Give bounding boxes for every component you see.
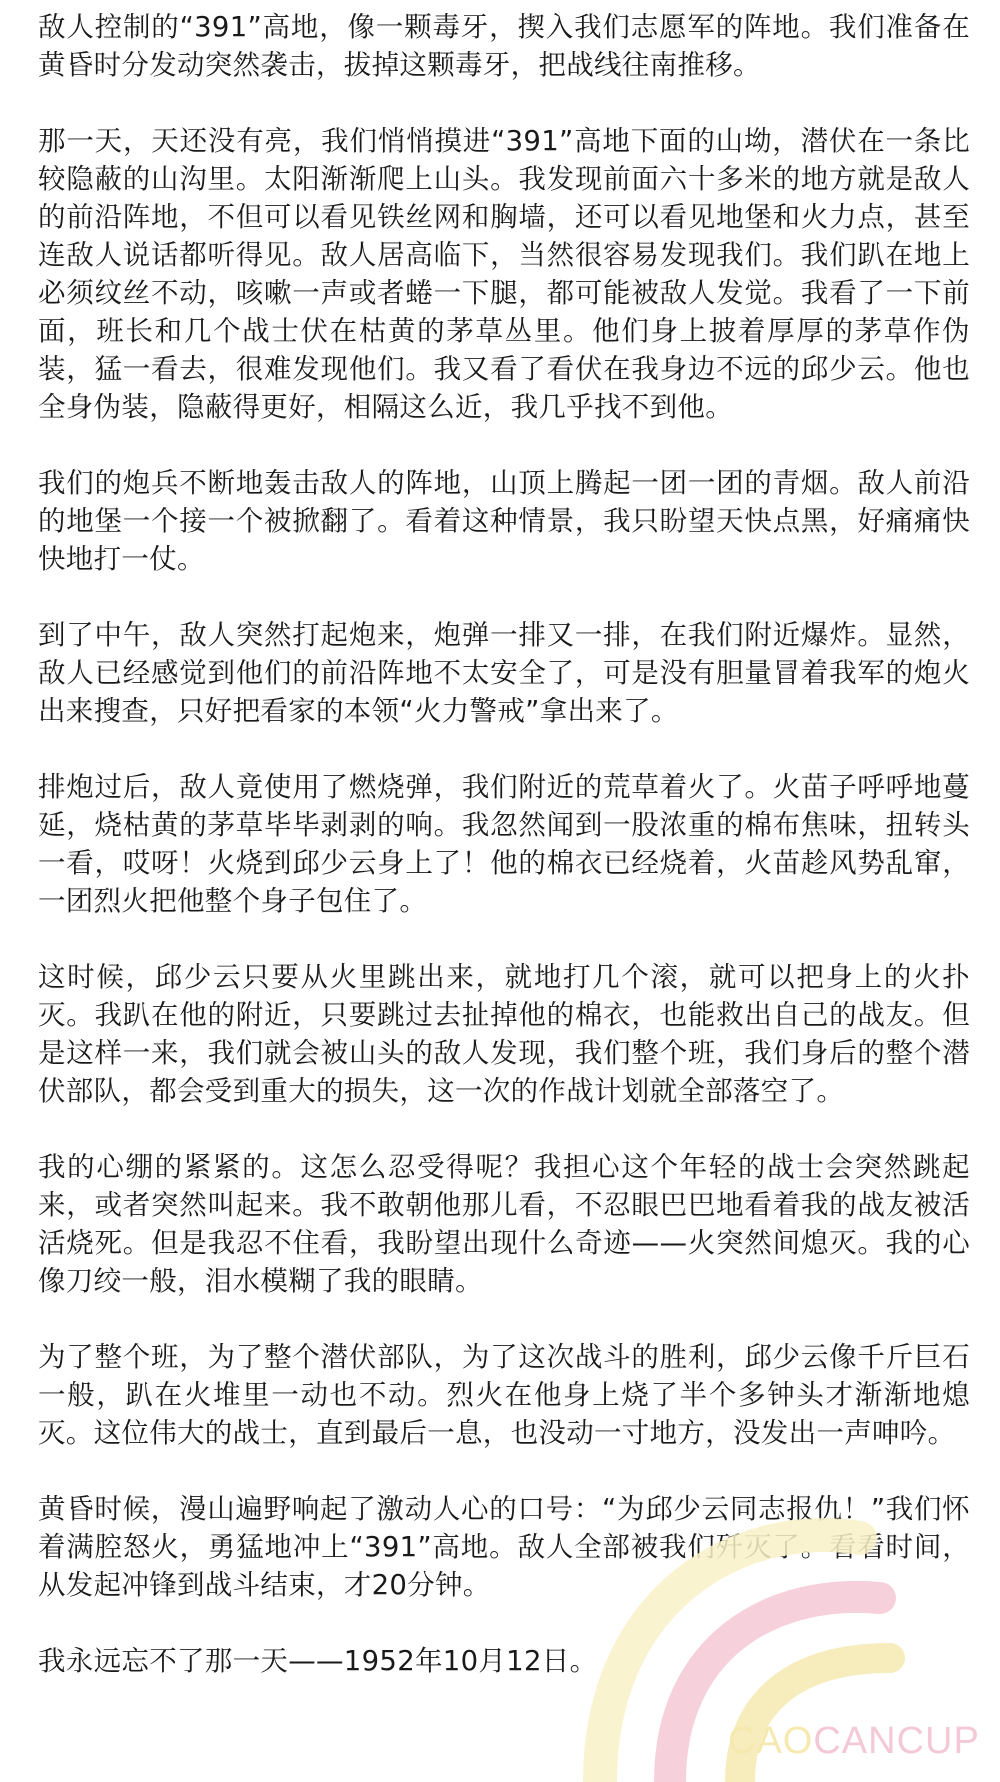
paragraph-10: 我永远忘不了那一天——1952年10月12日。 <box>38 1645 598 1677</box>
paragraph-6: 这时候，邱少云只要从火里跳出来，就地打几个滚，就可以把身上的火扑灭。我趴在他的附近，只要跳过去扯掉他的棉衣，也能救出自己的战友。但是这样一来，我们就会被山头的敌人发现，我们整个班，我们身后的整个潜伏部队，都会受到重大的损失，这一次的作战计划就全部落空了。 <box>38 961 970 1107</box>
paragraph-3: 我们的炮兵不断地轰击敌人的阵地，山顶上腾起一团一团的青烟。敌人前沿的地堡一个接一个被掀翻了。看着这种情景，我只盼望天快点黑，好痛痛快快地打一仗。 <box>38 467 970 575</box>
paragraph-9: 黄昏时候，漫山遍野响起了激动人心的口号：“为邱少云同志报仇！”我们怀着满腔怒火，勇猛地冲上“391”高地。敌人全部被我们歼灭了。看看时间，从发起冲锋到战斗结束，才20分钟。 <box>38 1493 970 1601</box>
paragraph-8: 为了整个班，为了整个潜伏部队，为了这次战斗的胜利，邱少云像千斤巨石一般，趴在火堆里一动也不动。烈火在他身上烧了半个多钟头才渐渐地熄灭。这位伟大的战士，直到最后一息，也没动一寸地方，没发出一声呻吟。 <box>38 1341 970 1449</box>
paragraph-2: 那一天，天还没有亮，我们悄悄摸进“391”高地下面的山坳，潜伏在一条比较隐蔽的山沟里。太阳渐渐爬上山头。我发现前面六十多米的地方就是敌人的前沿阵地，不但可以看见铁丝网和胸墙，还可以看见地堡和火力点，甚至连敌人说话都听得见。敌人居高临下，当然很容易发现我们。我们趴在地上必须纹丝不动，咳嗽一声或者蜷一下腿，都可能被敌人发觉。我看了一下前面，班长和几个战士伏在枯黄的茅草丛里。他们身上披着厚厚的茅草作伪装，猛一看去，很难发现他们。我又看了看伏在我身边不远的邱少云。他也全身伪装，隐蔽得更好，相隔这么近，我几乎找不到他。 <box>38 125 970 423</box>
watermark-text-cancup: CANCUP <box>813 1720 980 1762</box>
watermark-logo-text <box>728 1720 980 1763</box>
paragraph-5: 排炮过后，敌人竟使用了燃烧弹，我们附近的荒草着火了。火苗子呼呼地蔓延，烧枯黄的茅草毕毕剥剥的响。我忽然闻到一股浓重的棉布焦味，扭转头一看，哎呀！火烧到邱少云身上了！他的棉衣已经烧着，火苗趁风势乱窜，一团烈火把他整个身子包住了。 <box>38 771 970 917</box>
article-body <box>38 8 970 1680</box>
watermark-text-cao: CAO <box>728 1720 814 1762</box>
paragraph-4: 到了中午，敌人突然打起炮来，炮弹一排又一排，在我们附近爆炸。显然，敌人已经感觉到他们的前沿阵地不太安全了，可是没有胆量冒着我军的炮火出来搜查，只好把看家的本领“火力警戒”拿出来了。 <box>38 619 970 727</box>
paragraph-1: 敌人控制的“391”高地，像一颗毒牙，揳入我们志愿军的阵地。我们准备在黄昏时分发动突然袭击，拔掉这颗毒牙，把战线往南推移。 <box>38 11 970 81</box>
paragraph-7: 我的心绷的紧紧的。这怎么忍受得呢？我担心这个年轻的战士会突然跳起来，或者突然叫起来。我不敢朝他那儿看，不忍眼巴巴地看着我的战友被活活烧死。但是我忍不住看，我盼望出现什么奇迹——火突然间熄灭。我的心像刀绞一般，泪水模糊了我的眼睛。 <box>38 1151 970 1297</box>
